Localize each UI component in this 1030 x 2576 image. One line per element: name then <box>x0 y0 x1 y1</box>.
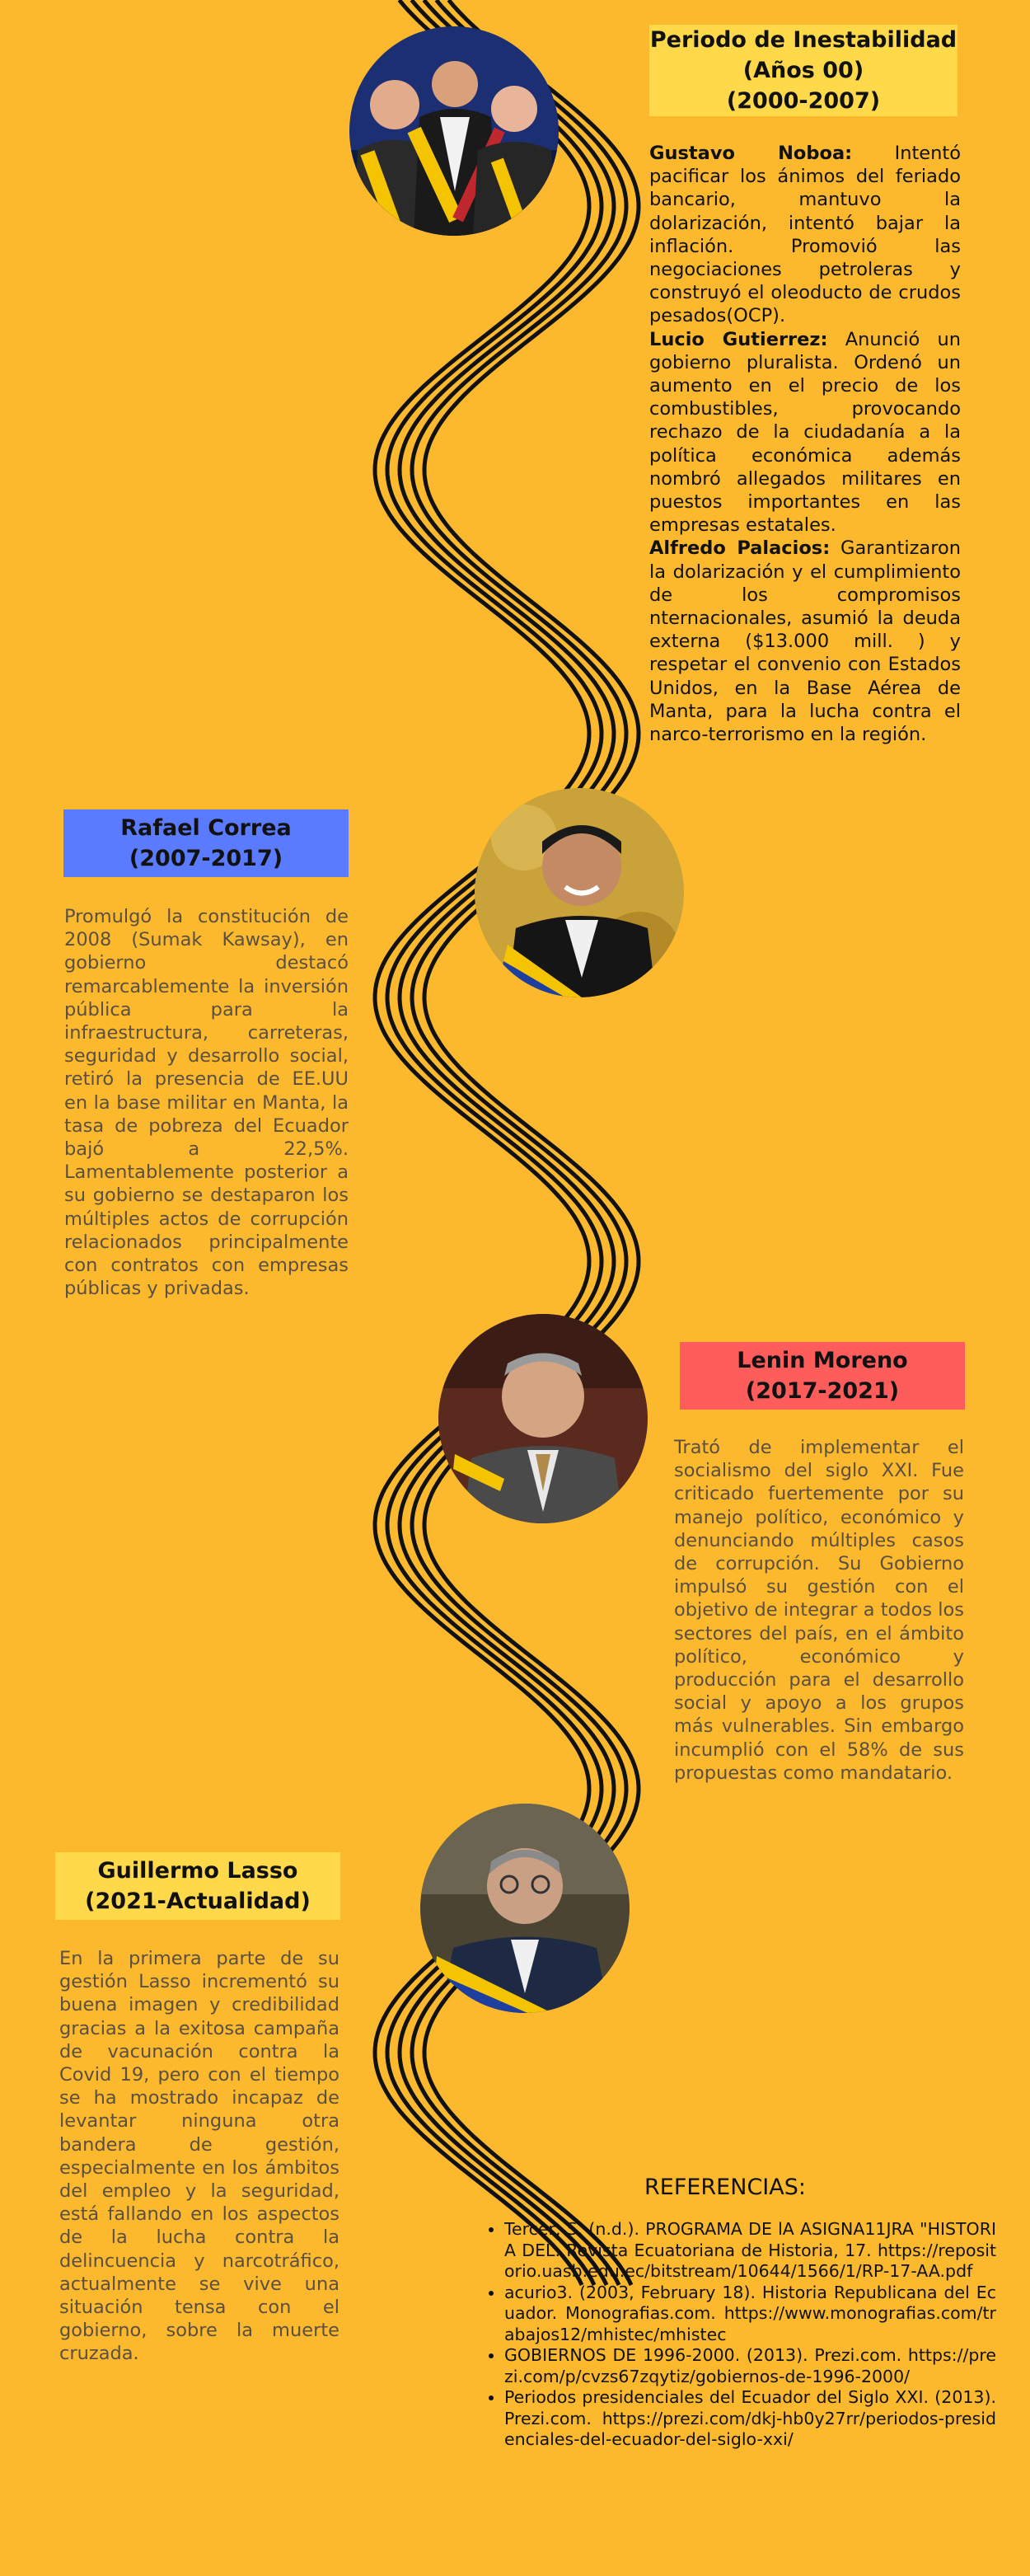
reference-item: • Tercer, S. (n.d.). PROGRAMA DE lA ASIGNA11JRA "HISTORIA DEL. Revista Ecuatoriana de Historia, 17. https://repositorio.uasb.edu.ec/bitstream/10644/1566/1/RP-17-AA.pdf <box>504 2219 996 2283</box>
paragraph-text: En la primera parte de su gestión Lasso incrementó su buena imagen y credibilidad gracias a la exitosa campaña de vacunación contra la Covid 19, pero con el tiempo se ha mostrado incapaz de levantar ninguna otra bandera de gestión, especialmente en los ámbitos del empleo y la seguridad, está fallando en los aspectos de la lucha contra la delincuencia y narcotráfico, actualmente se vive una situación tensa con el gobierno, sobre la muerte cruzada. <box>59 1948 339 2365</box>
reference-item: • GOBIERNOS DE 1996-2000. (2013). Prezi.com. https://prezi.com/p/cvzs67zqytiz/gobiernos-de-1996-2000/ <box>504 2345 996 2387</box>
section-title-line: Periodo de Inestabilidad <box>649 27 957 53</box>
reference-item: • acurio3. (2003, February 18). Historia Republicana del Ecuador. Monografias.com. https://www.monografias.com/trabajos12/mhistec/mhistec <box>504 2283 996 2346</box>
president-name: Alfredo Palacios: <box>649 537 831 560</box>
references-title: REFERENCIAS: <box>644 2175 806 2200</box>
correa-description <box>64 905 349 1300</box>
lasso-description <box>59 1947 339 2366</box>
references-list <box>486 2219 996 2451</box>
instability-description <box>649 142 961 746</box>
section-title-line: (Años 00) <box>742 58 864 83</box>
paragraph-text: Garantizaron la dolarización y el cumplimiento de los compromisos nternacionales, asumió la deuda externa ($13.000 mill. ) y respetar el convenio con Estados Unidos, en la Base Aérea de Manta, para la lucha contra el narco-terrorismo en la región. <box>649 537 961 746</box>
section-title-line: (2000-2007) <box>726 88 881 114</box>
paragraph-text: Promulgó la constitución de 2008 (Sumak Kawsay), en gobierno destacó remarcablemente la inversión pública para la infraestructura, carreteras, seguridad y desarrollo social, retiró la presencia de EE.UU en la base militar en Manta, la tasa de pobreza del Ecuador bajó a 22,5%. Lamentablemente posterior a su gobierno se destaparon los múltiples actos de corrupción relacionados principalmente con contratos con empresas públicas y privadas. <box>64 906 349 1300</box>
paragraph-text: Trató de implementar el socialismo del siglo XXI. Fue criticado fuertemente por su manejo político, económico y denunciando múltiples casos de corrupción. Su Gobierno impulsó su gestión con el objetivo de integrar a todos los sectores del país, en el ámbito político, económico y producción para el desarrollo social y apoyo a los grupos más vulnerables. Sin embargo incumplió con el 58% de sus propuestas como mandatario. <box>674 1437 964 1784</box>
section-title-box-lasso <box>55 1852 340 1920</box>
portrait-three-presidents <box>349 26 559 236</box>
section-title-box-instability <box>649 25 957 116</box>
reference-item: • Periodos presidenciales del Ecuador del Siglo XXI. (2013). Prezi.com. https://prezi.com/dkj-hb0y27rr/periodos-presidenciales-del-ecuador-del-siglo-xxi/ <box>504 2387 996 2451</box>
section-title-line: (2017-2021) <box>745 1378 900 1404</box>
president-name: Lucio Gutierrez: <box>649 328 828 350</box>
paragraph-text: Intentó pacificar los ánimos del feriado bancario, mantuvo la dolarización, intentó bajar la inflación. Promovió las negociaciones petroleras y construyó el oleoducto de crudos pesados(OCP). <box>649 143 961 327</box>
paragraph-lucio-gutierrez <box>649 328 961 537</box>
portrait-guillermo-lasso <box>420 1804 630 2013</box>
section-title-line: (2007-2017) <box>129 846 283 871</box>
section-title-box-correa <box>63 809 349 877</box>
section-title-line: Lenin Moreno <box>737 1348 908 1373</box>
section-title-line: Guillermo Lasso <box>97 1858 298 1884</box>
president-name: Gustavo Noboa: <box>649 143 853 164</box>
paragraph-gustavo-noboa <box>649 142 961 328</box>
moreno-description <box>674 1436 964 1785</box>
section-title-line: Rafael Correa <box>120 815 292 841</box>
section-title-box-moreno <box>680 1342 965 1410</box>
paragraph-alfredo-palacios <box>649 537 961 746</box>
paragraph-text: Anunció un gobierno pluralista. Ordenó un aumento en el precio de los combustibles, provocando rechazo de la ciudadanía a la política económica además nombró allegados militares en puestos importantes en las empresas estatales. <box>649 328 961 537</box>
portrait-rafael-correa <box>475 788 684 997</box>
section-title-line: (2021-Actualidad) <box>85 1889 311 1914</box>
portrait-lenin-moreno <box>438 1314 648 1523</box>
